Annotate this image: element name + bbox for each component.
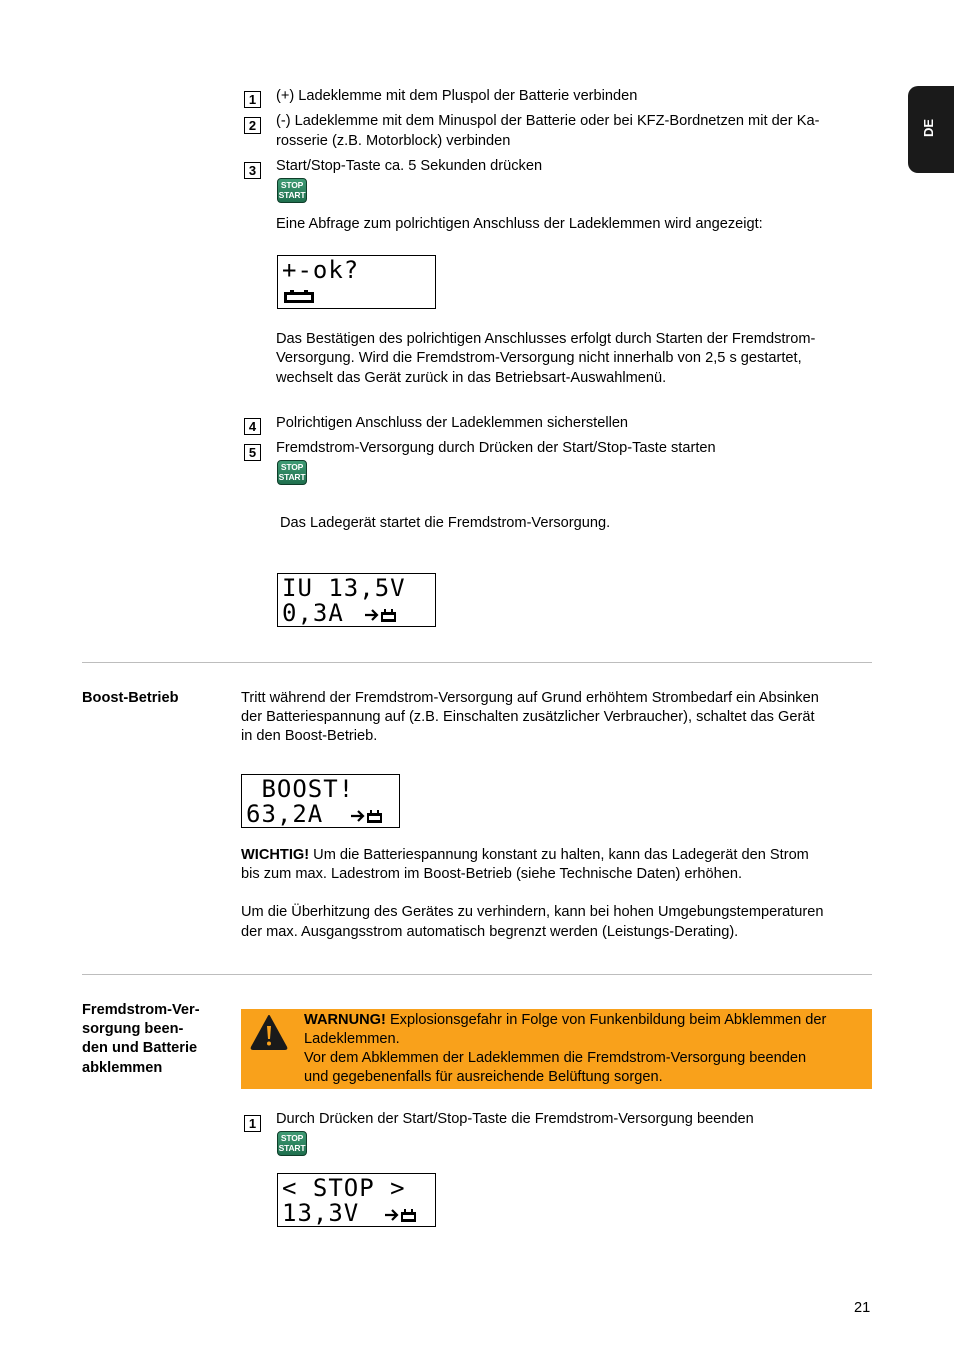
step-2-text-line1: (-) Ladeklemme mit dem Minuspol der Batterie oder bei KFZ-Bordnetzen mit der Ka- xyxy=(276,113,820,129)
section-divider xyxy=(82,662,872,663)
step-5-text: Fremdstrom-Versorgung durch Drücken der Start/Stop-Taste starten xyxy=(276,440,716,456)
arrow-battery-icon xyxy=(350,807,386,825)
arrow-battery-icon xyxy=(364,606,400,624)
derating-line1: Um die Überhitzung des Gerätes zu verhindern, kann bei hohen Umgebungstemperaturen xyxy=(241,904,824,920)
query-text: Eine Abfrage zum polrichtigen Anschluss der Ladeklemmen wird angezeigt: xyxy=(276,216,763,232)
confirm-para-line3: wechselt das Gerät zurück in das Betriebsart-Auswahlmenü. xyxy=(276,370,667,386)
warning-text-line1: Explosionsgefahr in Folge von Funkenbildung beim Abklemmen der xyxy=(385,1012,827,1028)
arrow-battery-icon xyxy=(384,1206,420,1224)
disconnect-heading-line4: abklemmen xyxy=(82,1060,163,1076)
lcd-boost-line1: BOOST! xyxy=(246,775,355,803)
step-1-text: (+) Ladeklemme mit dem Pluspol der Batterie verbinden xyxy=(276,88,638,104)
lcd-display-stop xyxy=(277,1173,436,1227)
lcd-charging-line2: 0,3A xyxy=(282,599,344,627)
step-2-text-line2: rosserie (z.B. Motorblock) verbinden xyxy=(276,133,511,149)
lcd-stop-line1: < STOP > xyxy=(282,1174,406,1202)
step-number-4: 4 xyxy=(244,418,261,435)
confirm-para-line2: Versorgung. Wird die Fremdstrom-Versorgung nicht innerhalb von 2,5 s gestartet, xyxy=(276,350,802,366)
disconnect-step-text: Durch Drücken der Start/Stop-Taste die Fremdstrom-Versorgung beenden xyxy=(276,1111,754,1127)
boost-para-line1: Tritt während der Fremdstrom-Versorgung auf Grund erhöhtem Strombedarf ein Absinken xyxy=(241,690,819,706)
derating-line2: der max. Ausgangsstrom automatisch begrenzt werden (Leistungs-Derating). xyxy=(241,924,739,940)
button-label-start: START xyxy=(278,1142,306,1153)
boost-para-line2: der Batteriespannung auf (z.B. Einschalten zusätzlicher Verbraucher), schaltet das Gerät xyxy=(241,709,815,725)
button-label-start: START xyxy=(278,471,306,482)
language-tab xyxy=(908,86,954,173)
warning-label: WARNUNG! xyxy=(304,1012,386,1028)
warning-box xyxy=(241,1009,872,1089)
important-text-line1: Um die Batteriespannung konstant zu halten, kann das Ladegerät den Strom xyxy=(309,847,809,863)
page-number: 21 xyxy=(854,1300,871,1316)
button-label-start: START xyxy=(278,189,306,200)
button-label-stop: STOP xyxy=(280,1133,304,1143)
warning-triangle-icon xyxy=(249,1013,289,1051)
section-divider xyxy=(82,974,872,975)
step-number-1: 1 xyxy=(244,1115,261,1132)
lcd-boost-line2: 63,2A xyxy=(246,800,324,828)
important-note-line2: bis zum max. Ladestrom im Boost-Betrieb (siehe Technische Daten) erhöhen. xyxy=(241,866,743,882)
warning-line1 xyxy=(304,1011,826,1031)
important-label: WICHTIG! xyxy=(241,847,310,863)
lcd-polarity-line1: +-ok? xyxy=(282,256,360,284)
start-stop-button-icon xyxy=(277,178,307,203)
step-number-1: 1 xyxy=(244,91,261,108)
disconnect-heading-line3: den und Batterie xyxy=(82,1040,198,1056)
button-label-stop: STOP xyxy=(280,180,304,190)
warning-line3: Vor dem Abklemmen der Ladeklemmen die Fremdstrom-Versorgung beenden xyxy=(304,1050,807,1066)
warning-line2: Ladeklemmen. xyxy=(304,1031,400,1047)
language-tab-label: DE xyxy=(921,118,936,138)
important-note-line1 xyxy=(241,846,809,866)
lcd-display-polarity xyxy=(277,255,436,309)
confirm-para-line1: Das Bestätigen des polrichtigen Anschlusses erfolgt durch Starten der Fremdstrom- xyxy=(276,331,816,347)
battery-icon xyxy=(282,287,318,305)
warning-line4: und gegebenenfalls für ausreichende Belüftung sorgen. xyxy=(304,1069,663,1085)
step-3-text: Start/Stop-Taste ca. 5 Sekunden drücken xyxy=(276,158,543,174)
boost-heading: Boost-Betrieb xyxy=(82,690,179,706)
disconnect-heading-line1: Fremdstrom-Ver- xyxy=(82,1002,200,1018)
disconnect-heading-line2: sorgung been- xyxy=(82,1021,184,1037)
step-number-3: 3 xyxy=(244,162,261,179)
start-stop-button-icon xyxy=(277,460,307,485)
start-text: Das Ladegerät startet die Fremdstrom-Versorgung. xyxy=(280,515,611,531)
button-label-stop: STOP xyxy=(280,462,304,472)
lcd-stop-line2: 13,3V xyxy=(282,1199,360,1227)
lcd-display-boost xyxy=(241,774,400,828)
step-number-5: 5 xyxy=(244,444,261,461)
lcd-display-charging xyxy=(277,573,436,627)
step-number-2: 2 xyxy=(244,117,261,134)
step-4-text: Polrichtigen Anschluss der Ladeklemmen sicherstellen xyxy=(276,415,629,431)
boost-para-line3: in den Boost-Betrieb. xyxy=(241,728,378,744)
lcd-charging-line1: IU 13,5V xyxy=(282,574,406,602)
start-stop-button-icon xyxy=(277,1131,307,1156)
